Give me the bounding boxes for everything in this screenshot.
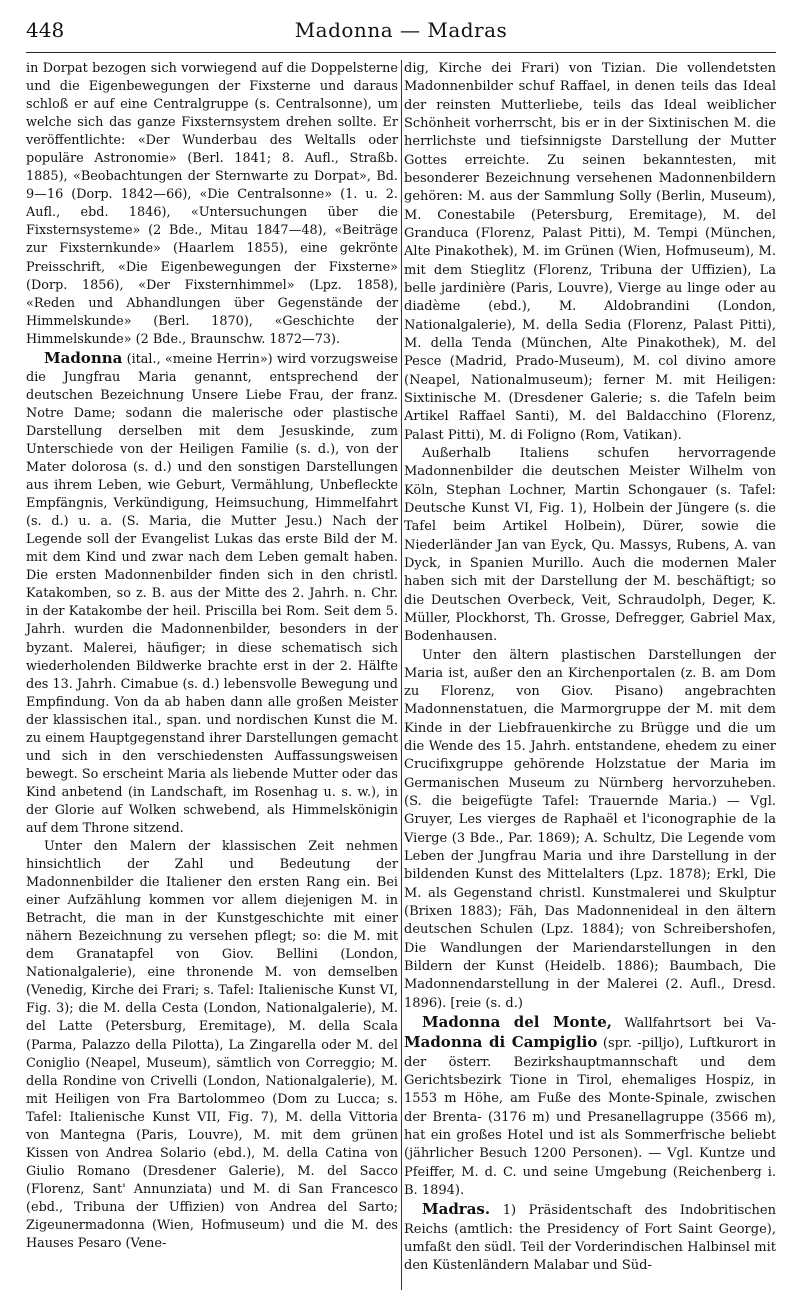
- entry-text: (ital., «meine Herrin») wird vorzugsweise die Jungfrau Maria genannt, entsprechend der deutschen Bezeichnung Unsere Liebe Frau, der franz. Notre Dame; sodann die malerische oder plastische Darstellung derselben mit dem Jesuskinde, zum Unterschiede von der Heiligen Familie (s. d.), von der Mater dolorosa (s. d.) und den sonstigen Darstellungen aus ihrem Leben, wie Geburt, Vermählung, Unbefleckte Empfängnis, Verkündigung, Heimsuchung, Himmelfahrt (s. d.) u. a. (S. Maria, die Mutter Jesu.) Nach der Legende soll der Evangelist Lukas das erste Bild der M. mit dem Kind und zwar nach dem Leben gemalt haben. Die ersten Madonnenbilder finden sich in den christl. Katakomben, so z. B. aus der Mitte des 2. Jahrh. n. Chr. in der Katakombe der heil. Priscilla bei Rom. Seit dem 5. Jahrh. wurden die Madonnenbilder, besonders in der byzant. Malerei, häufiger; in diese schematisch sich wiederholenden Bildwerke brachte erst in der 2. Hälfte des 13. Jahrh. Cimabue (s. d.) lebensvolle Bewegung und Empfindung. Von da ab haben dann alle großen Meister der klassischen ital., span. und nordischen Kunst die M. zu einem Hauptgegenstand ihrer Darstellungen gemacht und sich in den verschiedensten Auffassungsweisen bewegt. So erscheint Maria als liebende Mutter oder das Kind anbetend (in Landschaft, im Rosenhag u. s. w.), in der Glorie auf Wolken schwebend, als Himmelskönigin auf dem Throne sitzend.: [26, 351, 398, 836]
- paragraph: in Dorpat bezogen sich vorwiegend auf die Doppelsterne und die Eigenbewegungen der Fixsterne und daraus schloß er auf eine Centralgruppe (s. Centralsonne), um welche sich das ganze Fixsternsystem drehen sollte. Er veröffentlichte: «Der Wunderbau des Weltalls oder populäre Astronomie» (Berl. 1841; 8. Aufl., Straßb. 1885), «Beobachtungen der Sternwarte zu Dorpat», Bd. 9—16 (Dorp. 1842—66), «Die Centralsonne» (1. u. 2. Aufl., ebd. 1846), «Untersuchungen über die Fixsternsysteme» (2 Bde., Mitau 1847—48), «Beiträge zur Fixsternkunde» (Haarlem 1855), eine gekrönte Preisschrift, «Die Eigenbewegungen der Fixsterne» (Dorp. 1856), «Der Fixsternhimmel» (Lpz. 1858), «Reden und Abhandlungen über Gegenstände der Himmelskunde» (Berl. 1870), «Geschichte der Himmelskunde» (2 Bde., Braunschw. 1872—73).: [26, 61, 398, 347]
- paragraph: Außerhalb Italiens schufen hervorragende Madonnenbilder die deutschen Meister Wilhelm von Köln, Stephan Lochner, Martin Schongauer (s. Tafel: Deutsche Kunst VI, Fig. 1), Holbein der Jüngere (s. die Tafel beim Artikel Holbein), Dürer, sowie die Niederländer Jan van Eyck, Qu. Massys, Rubens, A. van Dyck, in Spanien Murillo. Auch die modernen Maler haben sich mit der Darstellung der M. beschäftigt; so die Deutschen Overbeck, Veit, Schraudolph, Deger, K. Müller, Plockhorst, Th. Grosse, Defregger, Gabriel Max, Bodenhausen.: [404, 445, 776, 645]
- headword-madonna: Madonna: [44, 348, 123, 367]
- entry-text: Wallfahrtsort bei Va-: [612, 1016, 776, 1032]
- header-rule: [26, 52, 776, 53]
- paragraph: Unter den Malern der klassischen Zeit nehmen hinsichtlich der Zahl und Bedeutung der Madonnenbilder die Italiener den ersten Rang ein. Bei einer Aufzählung kommen vor allem diejenigen M. in Betracht, die man in der Kunstgeschichte mit einer nähern Bezeichnung zu versehen pflegt; so: die M. mit dem Granatapfel von Giov. Bellini (London, Nationalgalerie), eine thronende M. von demselben (Venedig, Kirche dei Frari; s. Tafel: Italienische Kunst VI, Fig. 3); die M. della Cesta (London, Nationalgalerie), M. del Latte (Petersburg, Eremitage), M. della Scala (Parma, Palazzo della Pilotta), La Zingarella oder M. del Coniglio (Neapel, Museum), sämtlich von Correggio; M. della Rondine von Crivelli (London, Nationalgalerie), M. mit Heiligen von Fra Bartolommeo (Dom zu Lucca; s. Tafel: Italienische Kunst VII, Fig. 7), M. della Vittoria von Mantegna (Paris, Louvre), M. mit dem grünen Kissen von Andrea Solario (ebd.), M. della Catina von Giulio Romano (Dresdener Galerie), M. del Sacco (Florenz, Sant' Annunziata) und M. di San Francesco (ebd., Tribuna der Uffizien) von Andrea del Sarto; Zigeunermadonna (Wien, Hofmuseum) und die M. des Hauses Pesaro (Vene-: [26, 839, 398, 1252]
- entry-madonna-del-monte: [404, 1013, 776, 1200]
- entry-madonna: [26, 349, 398, 838]
- paragraph: Unter den ältern plastischen Darstellungen der Maria ist, außer den an Kirchenportalen (z. B. am Dom zu Florenz, von Giov. Pisano) angebrachten Madonnenstatuen, die Marmorgruppe der M. mit dem Kinde in der Liebfrauenkirche zu Brügge und die um die Wende des 15. Jahrh. entstandene, ehedem zu einer Crucifixgruppe gehörende Holzstatue der Maria im Germanischen Museum zu Nürnberg hervorzuheben. (S. die beigefügte Tafel: Trauernde Maria.) — Vgl. Gruyer, Les vierges de Raphaël et l'iconographie de la Vierge (3 Bde., Par. 1869); A. Schultz, Die Legende vom Leben der Jungfrau Maria und ihre Darstellung in der bildenden Kunst des Mittelalters (Lpz. 1878); Erkl, Die M. als Gegenstand christl. Kunstmalerei und Skulptur (Brixen 1883); Fäh, Das Madonnenideal in den ältern deutschen Schulen (Lpz. 1884); von Schreibershofen, Die Wandlungen der Mariendarstellungen in den Bildern der Kunst (Heidelb. 1886); Baumbach, Die Madonnendarstellung in der Malerei (2. Aufl., Dresd. 1896). [reie (s. d.): [404, 647, 776, 1011]
- entry-text: 1) Präsidentschaft des Indobritischen Reichs (amtlich: the Presidency of Fort Saint George), umfaßt den südl. Teil der Vorderindischen Halbinsel mit den Küstenländern Malabar und Süd-: [404, 1203, 776, 1274]
- entry-text: (spr. -pilljo), Luftkurort in der österr. Bezirkshauptmannschaft und dem Gerichtsbezirk Tione in Tirol, ehemaliges Hospiz, in 1553 m Höhe, am Fuße des Monte-Spinale, zwischen der Brenta- (3176 m) und Presanellagruppe (3566 m), hat ein großes Hotel und ist als Sommerfrische beliebt (jährlicher Besuch 1200 Personen). — Vgl. Kuntze und Pfeiffer, M. d. C. und seine Umgebung (Reichenberg i. B. 1894).: [404, 1036, 776, 1199]
- headword-madonna-del-monte: Madonna del Monte,: [422, 1013, 613, 1032]
- paragraph: dig, Kirche dei Frari) von Tizian. Die vollendetsten Madonnenbilder schuf Raffael, in denen teils das Ideal der reinsten Mutterliebe, teils das Ideal weiblicher Schönheit vorherrscht, bis er in der Sixtinischen M. die herrlichste und tiefsinnigste Darstellung der Mutter Gottes erreichte. Zu seinen bekanntesten, mit besonderer Bezeichnung versehenen Madonnenbildern gehören: M. aus der Sammlung Solly (Berlin, Museum), M. Conestabile (Petersburg, Eremitage), M. del Granduca (Florenz, Palast Pitti), M. Tempi (München, Alte Pinakothek), M. im Grünen (Wien, Hofmuseum), M. mit dem Stieglitz (Florenz, Tribuna der Uffizien), La belle jardinière (Paris, Louvre), Vierge au linge oder au diadème (ebd.), M. Aldobrandini (London, Nationalgalerie), M. della Sedia (Florenz, Palast Pitti), M. della Tenda (München, Alte Pinakothek), M. del Pesce (Madrid, Prado-Museum), M. col divino amore (Neapel, Nationalmuseum); ferner M. mit Heiligen: Sixtinische M. (Dresdener Galerie; s. die Tafeln beim Artikel Raffael Santi), M. del Baldacchino (Florenz, Palast Pitti), M. di Foligno (Rom, Vatikan).: [404, 61, 776, 443]
- page-header: [26, 18, 776, 48]
- column-divider: [401, 60, 402, 1290]
- running-title: Madonna — Madras: [294, 18, 508, 42]
- entry-madras: [404, 1200, 776, 1275]
- headword-madonna-di-campiglio: Madonna di Campiglio: [404, 1033, 598, 1052]
- left-column: [26, 60, 398, 1253]
- page-number: 448: [26, 18, 65, 42]
- headword-madras: Madras.: [422, 1200, 491, 1219]
- right-column: [404, 60, 776, 1276]
